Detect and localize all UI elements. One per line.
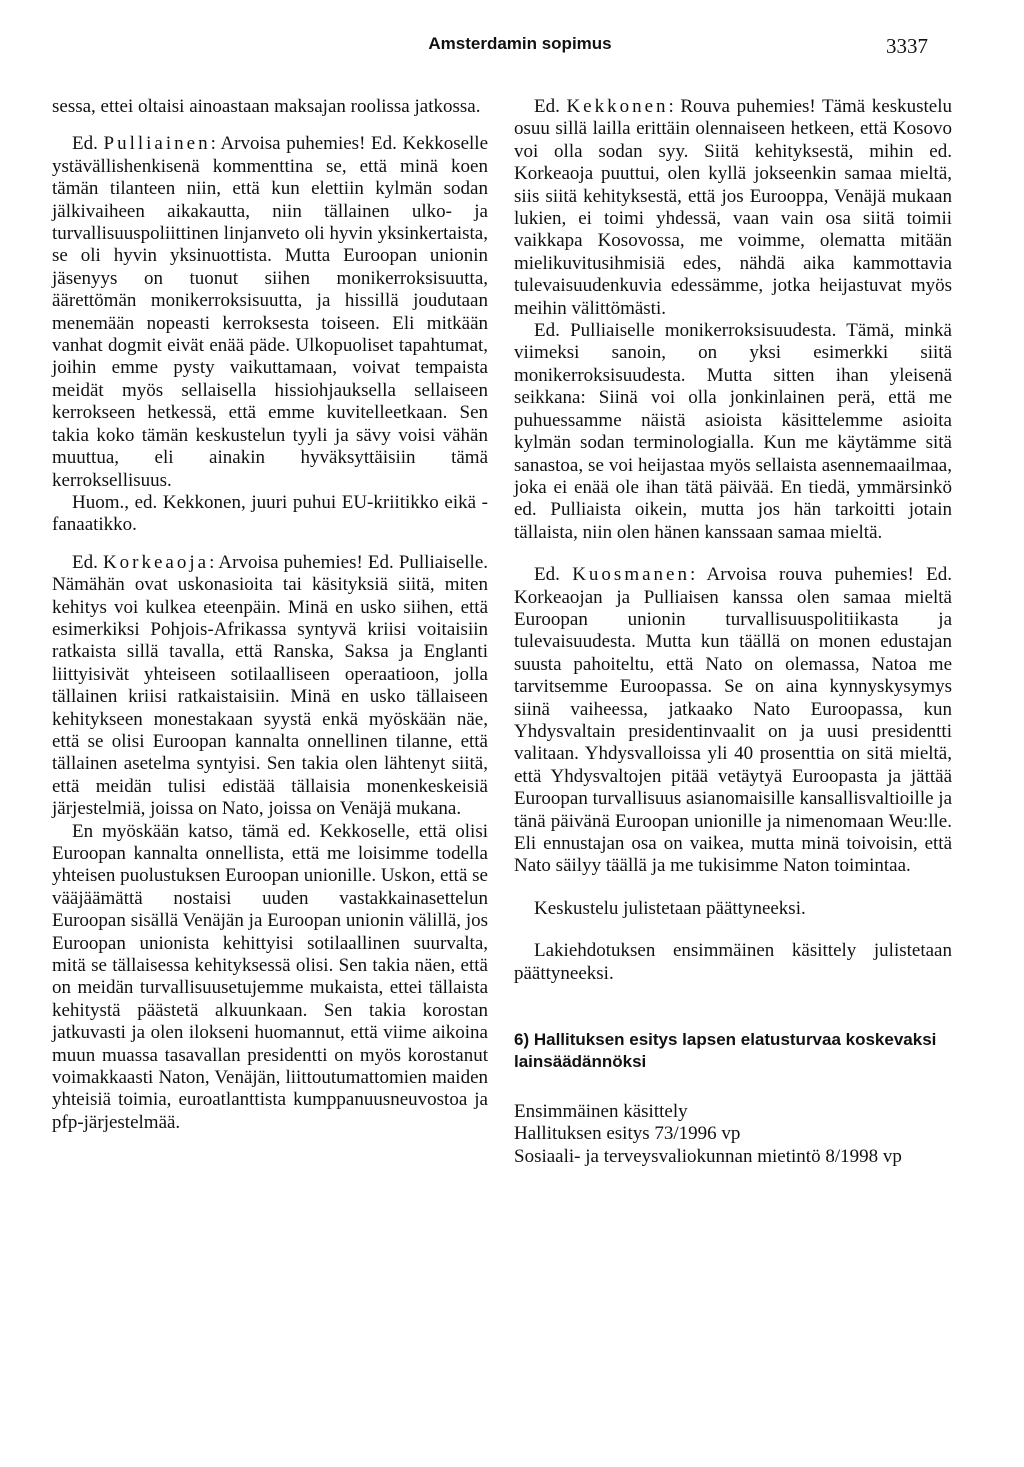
speech-korkeaoja bbox=[52, 552, 488, 821]
speech-pulliainen bbox=[52, 133, 488, 492]
speech-prefix: Ed. bbox=[534, 564, 560, 586]
meta-line: Hallituksen esitys 73/1996 vp bbox=[514, 1123, 741, 1145]
page-header bbox=[0, 34, 1024, 64]
right-column bbox=[514, 96, 952, 1168]
meta-line: Sosiaali- ja terveysvaliokunnan mietintö 8/1998 vp bbox=[514, 1145, 902, 1167]
speech-prefix: Ed. bbox=[534, 96, 560, 117]
speech-text: : Arvoisa puhemies! Ed. Pulliaiselle. Nämähän ovat uskonasioita tai käsityksiä siitä, miten kehitys voi kulkea eteenpäin. Minä en usko siihen, että esimerkiksi Pohjois-Afrikassa syntyvä kriisi voitaisiin ratkaista sillä tavalla, että Ranska, Saksa ja Englanti liittyisivät yhteiseen sotilaalliseen operaatioon, jolla tällainen kriisi ratkaistaisiin. Minä en usko tällaiseen kehitykseen monestakaan syystä enkä myöskään näe, että se olisi Euroopan kannalta onnellinen tilanne, että tällainen asetelma syntyisi. Sen takia olen lähtenyt siitä, että meidän tulisi edistää tällaisia monenkeskeisiä järjestelmiä, joissa on Nato, joissa on Venäjä mukana. bbox=[52, 551, 489, 820]
left-column bbox=[52, 96, 488, 1134]
speaker-name: Korkeaoja bbox=[102, 551, 210, 573]
meta-line: Ensimmäinen käsittely bbox=[514, 1101, 688, 1123]
paragraph: Huom., ed. Kekkonen, juuri puhui EU-kriitikko eikä -fanaatikko. bbox=[52, 491, 488, 536]
speech-text: : Arvoisa puhemies! Ed. Kekkoselle ystävällishenkisenä kommenttina se, että minä koen tämän tilanteen niin, että kun elettiin kylmän sodan jälkivaiheen aikakautta, niin tällainen ulko- ja turvallisuuspoliittinen linjanveto oli hyvin yksinkertaista, se oli hyvin yksinuottista. Mutta Euroopan unionin jäsenyys on tuonut siihen monikerroksisuutta, äärettömän monikerroksisuutta, ja hissillä joudutaan menemään nopeasti kerroksesta toiseen. Eli mitkään vanhat dogmit eivät enää päde. Ulkopuoliset tapahtumat, joihin emme pysty vaikuttamaan, voivat tempaista meidät myös sellaisella hissiohjauksella sellaiseen kerrokseen hetkessä, että emme kuvitelleetkaan. Sen takia koko tämän keskustelun tyyli ja sävy voisi vähän muuttua, eli ainakin hyväksyttäisiin tämä kerroksellisuus. bbox=[52, 133, 489, 491]
speaker-name: Pulliainen bbox=[103, 133, 211, 155]
speech-prefix: Ed. bbox=[72, 551, 98, 573]
running-title: Amsterdamin sopimus bbox=[428, 34, 612, 53]
speech-kekkonen bbox=[514, 96, 952, 320]
paragraph: Keskustelu julistetaan päättyneeksi. bbox=[534, 897, 806, 919]
speech-text: : Rouva puhemies! Tämä keskustelu osuu sillä lailla erittäin olennaiseen hetkeen, että Kosovo voi olla sodan syy. Siitä kehityksestä, mihin ed. Korkeaoja puuttui, olen kyllä jokseenkin samaa mieltä, siis siitä kehityksestä, että jos Eurooppa, Venäjä mukaan lukien, ei toimi yhdessä, vaan vain osa siitä toimii vaikkapa Kosovossa, me voimme, olematta mitään mielikuvitusihmisiä edes, nähdä aika kammottavia tulevaisuudenkuvia edessämme, jotka heijastuvat myös meihin välittömästi. bbox=[514, 96, 952, 319]
page-number: 3337 bbox=[886, 34, 928, 58]
section-heading: 6) Hallituksen esitys lapsen elatusturvaa koskevaksi lainsäädännöksi bbox=[514, 1030, 937, 1072]
speech-text: : Arvoisa rouva puhemies! Ed. Korkeaojan ja Pulliaisen kanssa olen samaa mieltä Euroopan unionin turvallisuuspolitiikasta ja tulevaisuudesta. Mutta kun täällä on monen edustajan suusta pahoiteltu, että Nato on olemassa, Natoa me tarvitsemme Euroopassa. Se on aina kynnyskysymys siinä vaiheessa, jatkaako Nato Euroopassa, kun Yhdysvaltain presidentinvaalit on ja uusi presidentti valitaan. Yhdysvalloissa yli 40 prosenttia on sitä mieltä, että Yhdysvaltojen pitää vetäytyä Euroopasta ja jättää Euroopan turvallisuus asianomaisille kansallisvaltioille ja tänä päivänä Euroopan unionille ja nimenomaan Weu:lle. Eli ennustajan osa on vaikea, mutta minä toivoisin, että Nato säilyy täällä ja me tukisimme Naton toimintaa. bbox=[514, 564, 952, 877]
speech-kuosmanen bbox=[514, 564, 952, 878]
speech-prefix: Ed. bbox=[72, 133, 98, 155]
paragraph: sessa, ettei oltaisi ainoastaan maksajan roolissa jatkossa. bbox=[52, 96, 481, 117]
paragraph: En myöskään katso, tämä ed. Kekkoselle, että olisi Euroopan kannalta onnellista, että me loisimme todella yhteisen puolustuksen Euroopan unionille. Uskon, että se vääjäämättä nostaisi uuden vastakkainasettelun Euroopan sisällä Venäjän ja Euroopan unionin välillä, jos Euroopan unionista kehittyisi sotilaallinen suurvalta, mitä se tällaisessa kehityksessä olisi. Sen takia näen, että on meidän turvallisuusetujemme mukaista, ettei tällaista kehitystä päästetä alkuunkaan. Sen takia korostan jatkuvasti ja olen ilokseni huomannut, että viime aikoina muun muassa tasavallan presidentti on myös korostanut voimakkaasti Naton, Venäjän, liittoutumattomien maiden yhteisiä toimia, euroatlanttista kumppanuusneuvostoa ja pfp-järjestelmää. bbox=[52, 820, 488, 1133]
speaker-name: Kuosmanen bbox=[572, 564, 690, 586]
paragraph: Lakiehdotuksen ensimmäinen käsittely julistetaan päättyneeksi. bbox=[514, 940, 952, 984]
paragraph: Ed. Pulliaiselle monikerroksisuudesta. Tämä, minkä viimeksi sanoin, on yksi esimerkki siitä monikerroksisuudesta. Mutta sitten ihan yleisenä seikkana: Siinä voi olla jonkinlainen perä, että me puhuessamme näistä asioista käsittelemme asioita kylmän sodan terminologialla. Kun me käytämme sitä sanastoa, se voi heijastaa myös sellaista asennemaailmaa, joka ei enää ole ihan tätä päivää. En tiedä, ymmärsinkö ed. Pulliaista oikein, mutta jos hän tarkoitti jotain tällaista, niin olen hänen kanssaan samaa mieltä. bbox=[514, 320, 952, 543]
speaker-name: Kekkonen bbox=[566, 96, 669, 117]
